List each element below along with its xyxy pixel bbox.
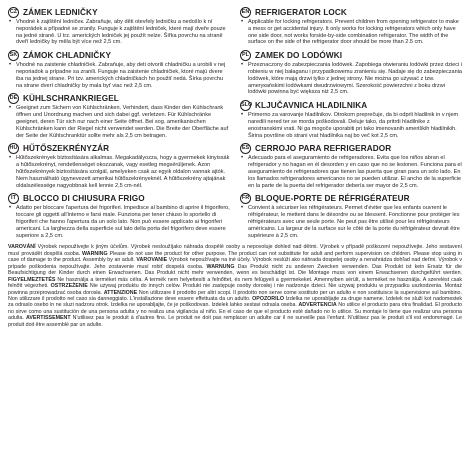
warning-label: OPOZORILO <box>252 295 284 302</box>
section-header <box>8 6 230 18</box>
section-title: ZÁMOK CHLADNIČKY <box>23 50 112 60</box>
bullet-item: • Geeignet zum Sichern von Kühlschränken. Verhindert, dass Kinder den Kühlschrank öffnen und Unordnung machen und sich dabei ggf. verletzen. Für Kühlschränke geeignet, deren Tür sich nur nach einer Seite öffnet. Bei sog. amerikanischen Kühlschränken kann der Riegel nicht verwendet werden. Die Breite der Oberfläche auf der Seite der Kühlschranktür sollte mehr als 2,5 cm betragen. <box>8 105 230 139</box>
section-header <box>8 142 230 154</box>
warning-text: Please do not use the product for other purpose. The product can not substitute for adult and perform supervision on children. Please stop using in case of damage to the product. Assembly by an adult. <box>8 250 462 264</box>
bullet-item: • Przeznaczony do zabezpieczania lodówek. Zapobiega otwieraniu lodówki przez dzieci i robieniu w niej bałaganu i przypadkowemu zranieniu się. Nadaje się do zabezpieczania lodówek, które mają drzwi tylko z jednej strony. Nie można go używać z tzw. ameryкańskimi lodówkami dwudrzwiowymi. Szerokość powierzchni z boku drzwi lodówki powinna być większa niż 2,5 cm. <box>240 62 462 96</box>
bullet-item: • Primerno za varovanje hladilnikov. Otrokom preprečuje, da bi odprli hladilnik in v njem naredili nered ter se morda poškodovali. Deluje tako, da pritrdi hladilnike z enostranskimi vrati. Ni ga mogoče uporabiti pri tako imenovanih ameriških hladilnikih. Širina površine ob strani vrat hladilnika naj bo več kot 2,5 cm. <box>240 112 462 139</box>
language-code-badge: PL <box>240 50 251 61</box>
bullet-item: • Convient à sécuriser les réfrigérateurs. Permet d'éviter que les enfants ouvrent le réfrigérateur, le mettent dans le désordre ou se blessent. Fonctionne pour protéger les réfrigérateurs avec une seule porte. Ne peut pas être utilisé pour les réfrigérateurs américains. La largeur de la surface sur le côté de la porte du réfrigérateur devrait être supérieure à 2,5 cm. <box>240 205 462 239</box>
warning-text: Výrobek nepoužívejte k jiným účelům. Výrobek nesloužíjako náhrada dospělé osoby a nepovoluje dohled nad dětmi. Výrobek v případě poškození nepoužívejte. Jeho sestavení musí provádět dospělá osoba. <box>8 244 462 257</box>
section-title: ZAMEK DO LODÓWKI <box>255 50 343 60</box>
warning-text: Das Produkt nicht zu anderen Zwecken verwenden. Das Produkt ist kein Ersatz für die Beaufsichtigung der Kinder durch einen Erwachsenen. Das Produkt nicht mehr verwenden, wenn es beschädigt ist. Die Montage muss von einem Erwachsenen durchgeführt werden. <box>8 263 462 277</box>
section-title: BLOQUE-PORTE DE RÉFRIGÉRATEUR <box>255 193 410 203</box>
warning-label: ADVERTENCIA <box>298 302 337 309</box>
section-header <box>240 49 462 61</box>
section-header <box>240 99 462 111</box>
section-header <box>8 192 230 204</box>
warning-label: OSTRZEŻENIE <box>50 283 88 290</box>
warning-label: AVERTISSEMENT <box>25 315 71 322</box>
section-title: REFRIGERATOR LOCK <box>255 7 347 17</box>
bullet-list <box>240 62 462 96</box>
language-code-badge: SLO <box>240 100 251 111</box>
language-code-badge: DE <box>8 93 19 104</box>
section-title: KLJUČAVNICA HLADILNIKA <box>255 100 368 110</box>
language-code-badge: HU <box>8 143 19 154</box>
bullet-list <box>8 155 230 189</box>
language-code-badge: EN <box>240 7 251 18</box>
section-header <box>240 142 462 154</box>
bullet-item: • Hűtőszekrények biztosítására alkalmas. Megakadályozza, hogy a gyermekek kinyissák a hűtőszekrényt, rendetlenséget okozzanak, vagy esetleg megsérüljenek. Azon hűtőszekrények biztosítására szolgál, amelyeken csak az egyik oldalon vannak ajtók. Nem használható úgynevezett amerikai hűtőszekrényeknél. A hűtőszekrény ajtajának oldalszélessége nagyobbnak kell lennie 2,5 cm-nél. <box>8 155 230 189</box>
language-section-fr <box>240 192 462 239</box>
warning-label: VAROVANIE <box>136 257 168 264</box>
warning-text: Výrobok nepoužívajte na iné účely. Výrobok neslúži ako náhrada dospelej osoby a nenahrádza dohľad nad deťmi. Výrobok v prípade poškodenia nepoužívajte. Jeho zostavenie musí robiť dospelá osoba. <box>8 257 462 270</box>
warning-text: Izdelka ne uporabljajte za druge namene. Izdelek ne služi kot nadomestek za odraslo osebo in ne sluzi nadzoru otrok. Izdelka ne uporabljajte, če je poškodovan. Izdelek lahko sestavi odrasla oseba. <box>8 295 462 309</box>
section-title: ZÁMEK LEDNIČKY <box>23 7 98 17</box>
warning-label: ATTENZIONE <box>103 289 138 296</box>
section-title: CERROJO PARA REFRIGERADOR <box>255 143 392 153</box>
section-header <box>8 92 230 104</box>
language-code-badge: ES <box>240 143 251 154</box>
language-section-en <box>240 6 462 46</box>
language-section-cz <box>8 6 230 46</box>
language-section-slo <box>240 99 462 139</box>
section-title: HŰTŐSZEKRÉNYZÁR <box>23 143 110 153</box>
warning-footer <box>8 244 462 328</box>
section-title: BLOCCO DI CHIUSURA FRIGO <box>23 193 145 203</box>
warning-label: WARNING <box>82 250 108 257</box>
section-header <box>240 6 462 18</box>
warning-text: N'utilisez pas le produit à d'autres fins. Le produit ne doit pas remplacer un adulte car il ne surveille pas l'enfant. N'utilisez pas le produit s'il est endommagé. Le produit doit être assemblé par un adulte. <box>8 315 462 328</box>
language-code-badge: IT <box>8 193 19 204</box>
language-code-badge: CZ <box>8 7 19 18</box>
bullet-list <box>8 19 230 46</box>
bullet-list <box>240 155 462 189</box>
language-code-badge: FR <box>240 193 251 204</box>
language-section-sk <box>8 49 230 89</box>
bullet-item: • Applicable for locking refrigerators. Prevent children from opening refrigerator to make a mess or get accidental injury. It only works for locking refrigerators which only have one side door, not works forside-by-side combination refrigerator. The width of the surface on the side of the refrigerator door should be more than 2.5 cm. <box>240 19 462 46</box>
bullet-list <box>240 205 462 239</box>
warning-label: VAROVÁNÍ <box>8 244 36 251</box>
section-header <box>240 192 462 204</box>
left-column <box>8 6 230 242</box>
bullet-list <box>240 19 462 46</box>
bullet-list <box>8 105 230 139</box>
language-section-de <box>8 92 230 139</box>
language-section-es <box>240 142 462 189</box>
bullet-item: • Vhodné k zajištění ledničeк. Zabraňuje, aby děti otevřely ledničku a nedošlo k ní neporádek a případné se zranily. Funguje k zajištění ledniček, které mají dveře pouze na jedné straně. U trz. amerických ledniček jej použít nelze. Šířka povrchu na straně dveří ledničky by měla být více než 2,5 cm. <box>8 19 230 46</box>
section-header <box>8 49 230 61</box>
bullet-list <box>240 112 462 139</box>
warning-text: Non utilizzare il prodotto per altri scopi. Il prodotto non serve come sostituto per un adulto e non sostituisce la supervisione sul bambino. Non utilizzare il prodotto nel caso sia danneggiato. L'installazione deve essere effettuata da un adulto. <box>8 289 462 302</box>
warning-text: Ne használja a terméket más célra. A termék nem helyettesíti a felnőttet, és nem felügyeli a gyermekeket. Amennyiben sérült, a terméket ne használja. A szerelést csak felnőtt végezheti. <box>8 276 462 290</box>
language-section-hu <box>8 142 230 189</box>
section-title: KÜHLSCHRANKRIEGEL <box>23 93 119 103</box>
bullet-item: • Adatto per bloccare l'apertura dei frigoriferi. Impedisce al bambino di aprire il frigorifero, toccare gli oggetti all'interno e farsi male. Funziona per tener chiuso lo sportello di frigoriferi che hanno l'apertura da un solo lato. Non può essere applicato ai frigoriferi americani. La larghezza della superficie sul lato della porta del frigorifero deve essere superiore a 2,5 cm. <box>8 205 230 239</box>
warning-text: Nie używaj produktu do innych celów. Produkt nie zastępuje osoby dorosłej i nie nadzoruje dzieci. Nie używaj produktu w przypadku uszkodzenia. Montaż powinna przeprowadzać osoba dorosła. <box>8 283 462 296</box>
right-column <box>240 6 462 242</box>
language-code-badge: SK <box>8 50 19 61</box>
warning-label: FIGYELMEZTETÉS <box>8 276 56 283</box>
bullet-list <box>8 62 230 89</box>
bullet-item: • Adecuado para el aseguramiento de refrigeradores. Evita que los niños abran el refrigerador y no hagan en él desorden y en caso que no se lesionen. Funciona para el aseguramiento de refrigeradores que tienen las puerta que giran para un solo lado. En los llamados refrigeradores americanos no se pueden utilizar. El ancho de la superficie en la parte de la puerta del refrigerador debería ser mayor de 2,5 cm. <box>240 155 462 189</box>
language-section-it <box>8 192 230 239</box>
language-section-pl <box>240 49 462 96</box>
warning-text: No utilice el producto para otra finalidad. El producto no sirve como una sustitución de una persona adulta y no realiza una vigilancia al niño. En el caso de que el producto esté dañado no lo utilice. Su montaje lo tiene que realizar una persona adulta. <box>8 302 462 322</box>
bullet-list <box>8 205 230 239</box>
bullet-item: • Vhodné na zaistenie chladničiek. Zabraňuje, aby deti otvorili chladničku a urobili v nej neporiadok a prípadne sa zranili. Funguje na zaistenie chladničiek, ktoré majú dvere iba na jednej strane. Pri tzv. amerických chladničkách ho použiť nedá. Šírka povrchu na strane dverí chladničky by mala byť viac než 2,5 cm. <box>8 62 230 89</box>
warning-label: WARNUNG <box>206 263 235 270</box>
language-columns <box>8 6 462 242</box>
